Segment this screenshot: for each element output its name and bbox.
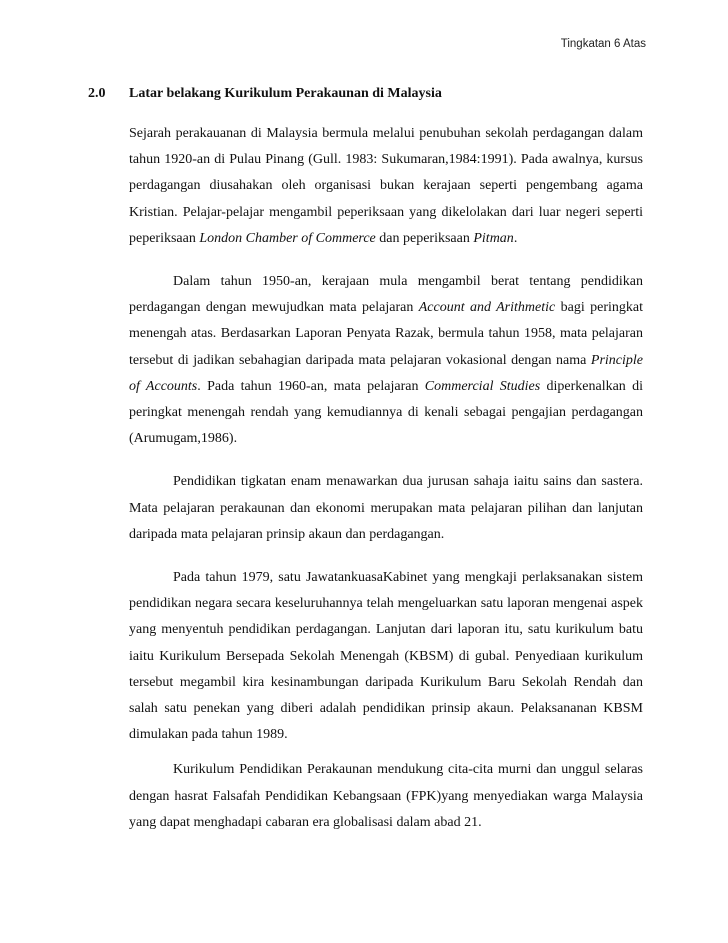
paragraph-2-text-d: diperkenalkan di peringkat menengah rendah yang kemudiannya di kenali sebagai pengajian perdagangan (Arumugam,1986). — [129, 378, 643, 447]
paragraph-1-text-b: dan peperiksaan — [375, 230, 474, 246]
paragraph-2-text-c: . Pada tahun 1960-an, mata pelajaran — [197, 378, 425, 394]
paragraph-5: Kurikulum Pendidikan Perakaunan mendukung cita-cita murni dan unggul selaras dengan hasrat Falsafah Pendidikan Kebangsaan (FPK)yang menyediakan warga Malaysia yang dapat menghadapi cabaran era globalisasi dalam abad 21. — [129, 762, 643, 830]
running-header: Tingkatan 6 Atas — [560, 38, 646, 50]
paragraph-gap — [129, 748, 643, 757]
paragraph-2-text-b: bagi peringkat menengah atas. Berdasarkan Laporan Penyata Razak, bermula tahun 1958, mata pelajaran tersebut di jadikan sebahagian daripada mata pelajaran vokasional dengan nama — [129, 300, 643, 368]
paragraph-1-italic-b: Pitman — [473, 230, 514, 246]
paragraph-2 — [129, 269, 643, 452]
paragraph-2-text-a: Dalam tahun 1950-an, kerajaan mula mengambil berat tentang pendidikan perdagangan dengan mewujudkan mata pelajaran — [129, 274, 643, 316]
section-title: Latar belakang Kurikulum Perakaunan di Malaysia — [129, 86, 442, 101]
paragraph-4: Pada tahun 1979, satu JawatankuasaKabinet yang mengkaji perlaksanakan sistem pendidikan negara secara keseluruhannya telah mengeluarkan satu laporan mengenai aspek yang menyentuh pendidikan perdagangan. Lanjutan dari laporan itu, satu kurikulum batu iaitu Kurikulum Bersepada Sekolah Menengah (KBSM) di gubal. Penyediaan kurikulum tersebut megambil kira kesinambungan daripada Kurikulum Baru Sekolah Rendah dan salah satu penekan yang diberi adalah pendidikan prinsip akaun. Pelaksananan KBSM dimulakan pada tahun 1989. — [129, 570, 643, 743]
paragraph-1 — [129, 121, 643, 252]
paragraph-3: Pendidikan tigkatan enam menawarkan dua jurusan sahaja iaitu sains dan sastera. Mata pelajaran perakaunan dan ekonomi merupakan mata pelajaran pilihan dan lanjutan daripada mata pelajaran prinsip akaun dan perdagangan. — [129, 474, 643, 542]
paragraph-gap — [129, 548, 643, 565]
section-number: 2.0 — [88, 86, 106, 101]
paragraph-gap — [129, 452, 643, 469]
paragraph-1-italic-a: London Chamber of Commerce — [199, 230, 376, 246]
paragraph-gap — [129, 252, 643, 269]
paragraph-2-italic-b: Principle of Accounts — [129, 352, 643, 394]
document-body — [129, 121, 643, 836]
paragraph-1-text-a: Sejarah perakauanan di Malaysia bermula melalui penubuhan sekolah perdagangan dalam tahun 1920-an di Pulau Pinang (Gull. 1983: Sukumaran,1984:1991). Pada awalnya, kursus perdagangan diusahakan oleh organisasi bukan kerajaan seperti pengembang agama Kristian. Pelajar-pelajar mengambil peperiksaan yang dikelolakan dari luar negeri seperti peperiksaan — [129, 126, 643, 246]
paragraph-2-italic-a: Account and Arithmetic — [418, 300, 556, 316]
paragraph-1-text-c: . — [513, 230, 518, 246]
paragraph-2-italic-c: Commercial Studies — [424, 378, 541, 394]
